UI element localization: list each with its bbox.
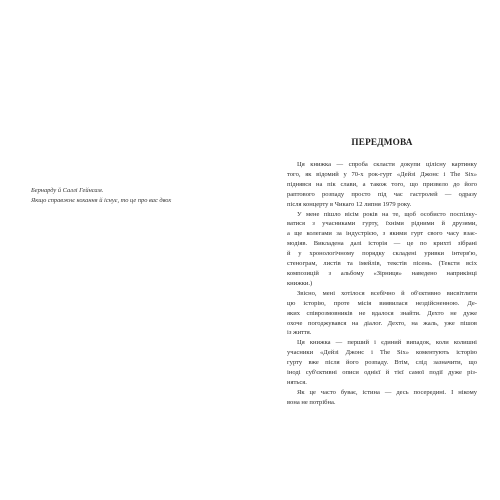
dedication-line-2: Якщо справжнє кохання й існує, то це про вас двох: [31, 197, 172, 204]
text-line: У мене пішло вісім років на те, щоб особисто поспілку-: [297, 210, 477, 218]
foreword-paragraph: [287, 210, 477, 289]
dedication-line-1: Бернарду й Саллі Гейнсам.: [31, 187, 104, 194]
text-line: учасники «Дейзі Джонс і The Six» коментують історію: [287, 349, 477, 357]
text-line: яких співрозмовників не вдалося знайти. Дехто не дуже: [287, 309, 477, 317]
text-line: після концерту в Чикаго 12 липня 1979 року.: [287, 200, 412, 208]
text-line: Ця книжка — перший і єдиний випадок, коли колишні: [297, 339, 477, 347]
text-line: стенограм, листів та імейлів, текстів пісень. (Тексти всіх: [287, 260, 477, 268]
text-line: піднявся на пік слави, а також того, що призвело до його: [287, 180, 477, 188]
text-line: із життя.: [287, 329, 312, 337]
page-title: ПЕРЕДМОВА: [351, 137, 413, 147]
text-line: цю історію, проте місія виявилася нездійсненною. Де-: [287, 299, 477, 307]
text-line: а ще колегами за індустрією, з якими гурт свого часу взає-: [287, 230, 477, 238]
foreword-paragraph: [287, 388, 477, 408]
foreword-paragraph: [287, 160, 477, 210]
text-line: Ця книжка — спроба скласти докупи цілісну картинку: [297, 161, 477, 168]
text-line: вона не потрібна.: [287, 398, 336, 406]
text-line: Звісно, мені хотілося всебічно й об'єктивно висвітлити: [297, 289, 477, 297]
text-line: й у хронологічному порядку складені уривки інтерв'ю,: [287, 250, 477, 258]
text-line: гурту вже після його розпаду. Втім, слід зазначити, що: [287, 359, 477, 367]
dedication: [31, 186, 241, 206]
foreword-body: [287, 160, 477, 408]
text-line: того, як відомий у 70-х рок-гурт «Дейзі Джонс і The Six»: [287, 170, 477, 178]
foreword-paragraph: [287, 289, 477, 339]
text-line: композицій з альбому «Зірниця» наведено наприкінці: [287, 269, 477, 277]
foreword-paragraph: [287, 338, 477, 388]
text-line: охоче погоджувався на діалог. Дехто, на жаль, уже пішов: [287, 319, 477, 327]
text-line: Як це часто буває, істина — десь посередині. І нікому: [297, 388, 477, 396]
text-line: модіяв. Викладена далі історія — це по крихті зібрані: [287, 240, 477, 248]
text-line: іноді суб'єктивні описи однієї й тієї самої події дуже різ-: [287, 369, 477, 377]
text-line: ватися з учасниками гурту, їхніми рідними й друзями,: [287, 220, 477, 228]
text-line: раптового розпаду просто під час гастролей — одразу: [287, 190, 477, 198]
text-line: няться.: [287, 378, 307, 386]
text-line: книжки.): [287, 279, 313, 287]
